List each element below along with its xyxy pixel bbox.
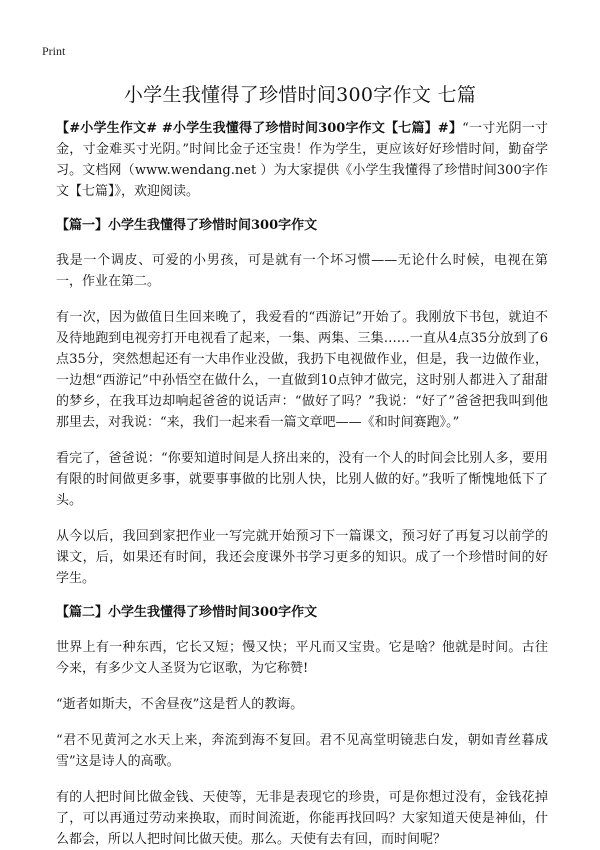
page-title: 小学生我懂得了珍惜时间300字作文 七篇 — [123, 84, 477, 106]
section-heading-1: 【篇一】小学生我懂得了珍惜时间300字作文 — [56, 218, 318, 233]
intro-text: “一寸光阴一寸金，寸金难买寸光阴。”时间比金子还宝贵！作为学生，更应该好好珍惜时间，勤奋学习。文档网（www.wendang.net ）为大家提供《小学生我懂得了珍惜时间300字作文【七篇】》，欢迎阅读。 — [56, 121, 549, 199]
section-2-paragraph-4: 有的人把时间比做金钱、天使等，无非是表现它的珍贵，可是你想过没有，金钱花掉了，可以再通过劳动来换取，而时间流逝，你能再找回吗？大家知道天使是神仙，什么都会，所以人把时间比做天使。那么。天使有去有回，而时间呢？ — [56, 790, 548, 847]
section-2-paragraph-3: “君不见黄河之水天上来，奔流到海不复回。君不见高堂明镜悲白发，朝如青丝暮成雪”这是诗人的高歌。 — [56, 733, 548, 769]
section-1-paragraph-2: 有一次，因为做值日生回来晚了，我爱看的“西游记”开始了。我刚放下书包，就迫不及待地跑到电视旁打开电视看了起来，一集、两集、三集……一直从4点35分放到了6点35分，突然想起还有一大串作业没做，我扔下电视做作业，但是，我一边做作业，一边想“西游记”中孙悟空在做什么，一直做到10点钟才做完，这时别人都进入了甜甜的梦乡，在我耳边却响起爸爸的说话声：“做好了吗？”我说：“好了”爸爸把我叫到他那里去，对我说：“来，我们一起来看一篇文章吧——《和时间赛跑》。” — [56, 310, 548, 430]
section-heading-2: 【篇二】小学生我懂得了珍惜时间300字作文 — [56, 605, 318, 620]
section-2-paragraph-1: 世界上有一种东西，它长又短；慢又快；平凡而又宝贵。它是啥？他就是时间。古往今来，有多少文人圣贤为它讴歌，为它称赞! — [56, 640, 548, 676]
section-1-paragraph-1: 我是一个调皮、可爱的小男孩，可是就有一个坏习惯——无论什么时候，电视在第一，作业在第二。 — [56, 253, 548, 289]
print-link[interactable]: Print — [42, 44, 66, 58]
article-body — [56, 118, 548, 850]
intro-tags: 【#小学生作文# #小学生我懂得了珍惜时间300字作文【七篇】#】 — [56, 121, 463, 136]
intro-paragraph — [56, 118, 548, 202]
section-1-paragraph-3: 看完了，爸爸说：“你要知道时间是人挤出来的，没有一个人的时间会比别人多，要用有限的时间做更多事，就要事事做的比别人快，比别人做的好。”我听了惭愧地低下了头。 — [56, 451, 548, 508]
section-1-paragraph-4: 从今以后，我回到家把作业一写完就开始预习下一篇课文，预习好了再复习以前学的课文，后，如果还有时间，我还会度课外书学习更多的知识。成了一个珍惜时间的好学生。 — [56, 529, 548, 586]
section-2-paragraph-2: “逝者如斯夫，不舍昼夜”这是哲人的教诲。 — [56, 697, 304, 712]
